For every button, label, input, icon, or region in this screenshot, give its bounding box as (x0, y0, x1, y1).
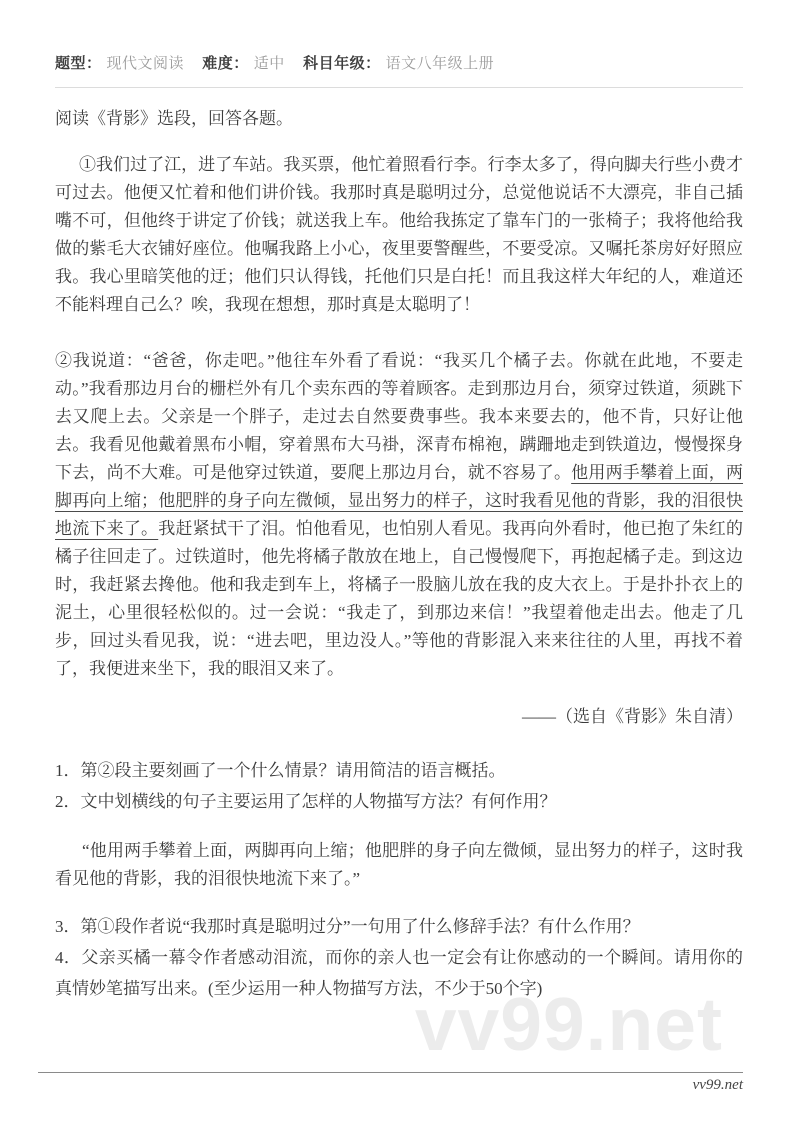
passage-paragraph-1: ①我们过了江，进了车站。我买票，他忙着照看行李。行李太多了，得向脚夫行些小费才可过去。他便又忙着和他们讲价钱。我那时真是聪明过分，总觉他说话不大漂亮，非自己插嘴不可，但他终于讲定了价钱；就送我上车。他给我拣定了靠车门的一张椅子；我将他给我做的紫毛大衣铺好座位。他嘱我路上小心，夜里要警醒些，不要受凉。又嘱托茶房好好照应我。我心里暗笑他的迂；他们只认得钱，托他们只是白托！而且我这样大年纪的人，难道还不能料理自己么？唉，我现在想想，那时真是太聪明了！ (55, 155, 743, 314)
meta-question-type (55, 56, 184, 72)
question-2: 2．文中划横线的句子主要运用了怎样的人物描写方法？有何作用？ (55, 792, 557, 811)
meta-bar (55, 0, 743, 74)
question-4: 4．父亲买橘一幕令作者感动泪流，而你的亲人也一定会有让你感动的一个瞬间。请用你的真情妙笔描写出来。(至少运用一种人物描写方法，不少于50个字) (55, 948, 743, 998)
reading-passage (55, 105, 743, 1004)
watermark: vv99.net (414, 982, 723, 1066)
header-divider (55, 87, 743, 88)
question-3: 3．第①段作者说“我那时真是聪明过分”一句用了什么修辞手法？有什么作用？ (55, 917, 640, 936)
meta-difficulty-value: 适中 (253, 56, 285, 72)
footer-site-name: vv99.net (692, 1077, 743, 1093)
meta-subject-grade (303, 56, 494, 72)
quoted-sentence-block: “他用两手攀着上面，两脚再向上缩；他肥胖的身子向左微倾，显出努力的样子，这时我看见他的背影，我的泪很快地流下来了。” (55, 841, 743, 888)
meta-difficulty (202, 56, 285, 72)
paragraph-2-text-after: 我赶紧拭干了泪。怕他看见，也怕别人看见。我再向外看时，他已抱了朱红的橘子往回走了。过铁道时，他先将橘子散放在地上，自己慢慢爬下，再抱起橘子走。到这边时，我赶紧去搀他。他和我走到车上，将橘子一股脑儿放在我的皮大衣上。于是扑扑衣上的泥土，心里很轻松似的。过一会说：“我走了，到那边来信！”我望着他走出去。他走了几步，回过头看见我，说：“进去吧，里边没人。”等他的背影混入来来往往的人里，再找不着了，我便进来坐下，我的眼泪又来了。 (55, 519, 744, 678)
source-attribution: ——（选自《背影》朱自清） (522, 707, 743, 726)
task-intro: 阅读《背影》选段，回答各题。 (55, 109, 293, 128)
passage-paragraph-2 (55, 347, 743, 683)
meta-subject-grade-label: 科目年级： (303, 56, 381, 72)
page-footer (38, 1072, 743, 1095)
meta-question-type-label: 题型： (55, 56, 102, 72)
meta-subject-grade-value: 语文八年级上册 (385, 56, 495, 72)
question-1: 1．第②段主要刻画了一个什么情景？请用简洁的语言概括。 (55, 761, 506, 780)
paragraph-2-text-before: ②我说道：“爸爸，你走吧。”他往车外看了看说：“我买几个橘子去。你就在此地，不要走动。”我看那边月台的栅栏外有几个卖东西的等着顾客。走到那边月台，须穿过铁道，须跳下去又爬上去。父亲是一个胖子，走过去自然要费事些。我本来要去的，他不肯，只好让他去。我看见他戴着黑布小帽，穿着黑布大马褂，深青布棉袍，蹒跚地走到铁道边，慢慢探身下去，尚不大难。可是他穿过铁道，要爬上那边月台，就不容易了。 (55, 351, 743, 482)
meta-question-type-value: 现代文阅读 (106, 56, 185, 72)
underlined-sentence: 他用两手攀着上面，两脚再向上缩；他肥胖的身子向左微倾，显出努力的样子，这时我看见他的背影，我的泪很快地流下来了。 (55, 463, 744, 538)
meta-difficulty-label: 难度： (202, 56, 249, 72)
